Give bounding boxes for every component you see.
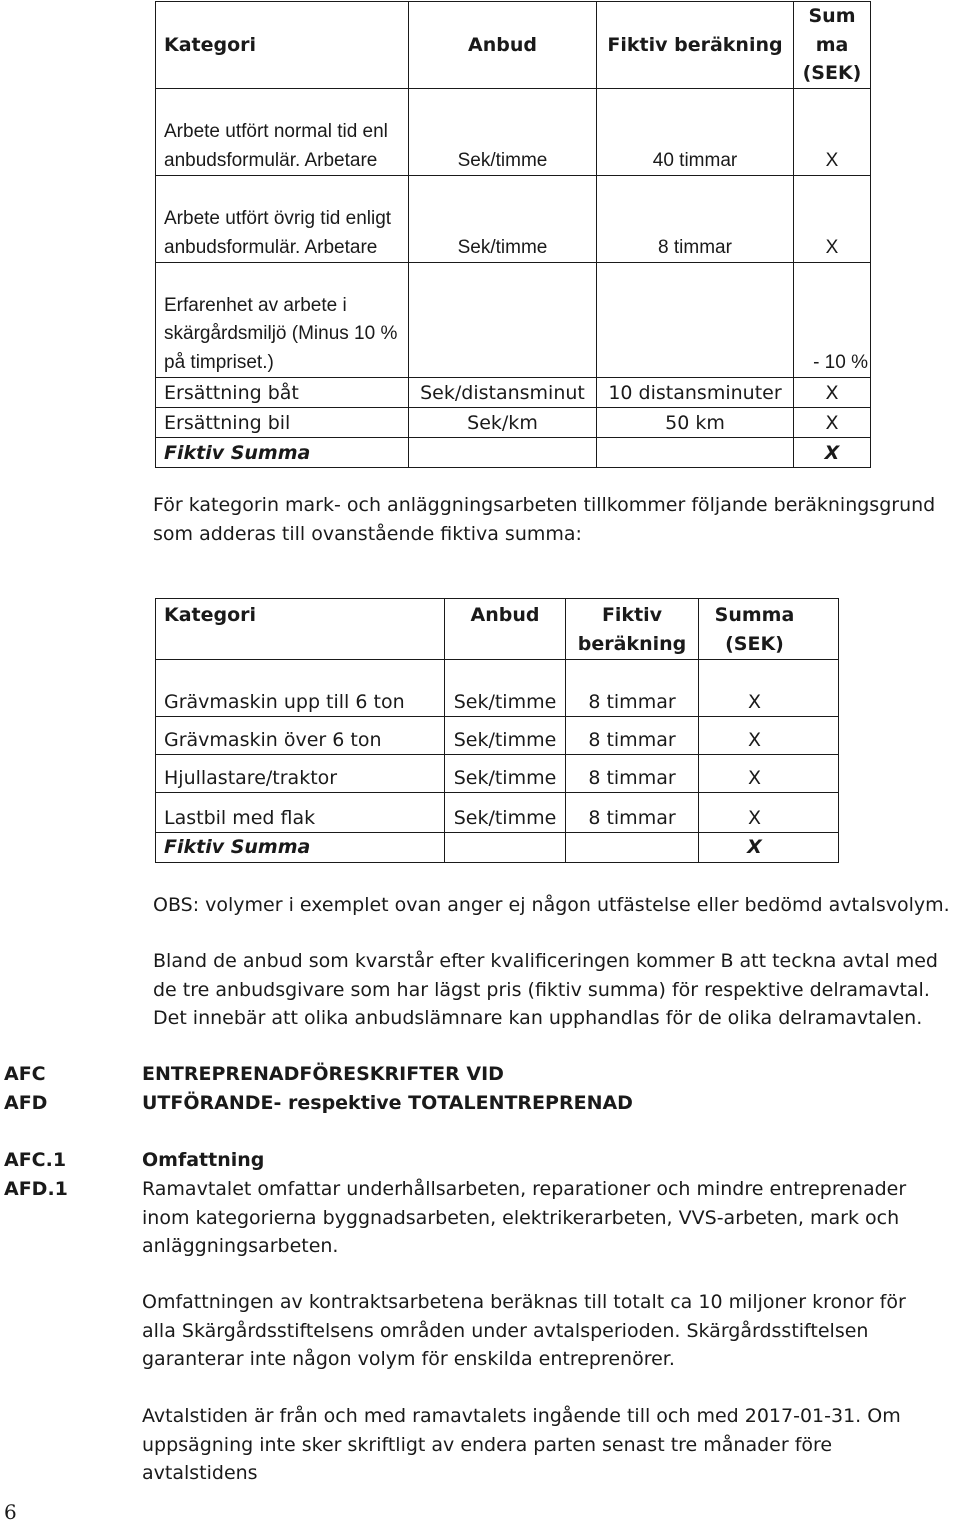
cell-fiktiv: 8 timmar (597, 176, 794, 263)
header-summa: Sum ma (SEK) (794, 2, 871, 89)
cell-anbud: Sek/km (409, 408, 597, 438)
cell-anbud: Sek/timme (445, 717, 566, 755)
section-heading-line1: ENTREPRENADFÖRESKRIFTER VID (142, 1063, 504, 1085)
cell-kategori: Erfarenhet av arbete i skärgårdsmiljö (Minus 10 % på timpriset.) (156, 263, 409, 378)
table-row (156, 408, 871, 438)
page-number: 6 (4, 1500, 17, 1524)
table-row (156, 176, 871, 263)
header-kategori: Kategori (156, 599, 445, 660)
cell-kategori: Lastbil med flak (156, 793, 445, 833)
table-row (156, 378, 871, 408)
cell-fiktiv: 8 timmar (566, 660, 699, 717)
table-header-row (156, 2, 871, 89)
intro-paragraph: För kategorin mark- och anläggningsarbeten tillkommer följande beräkningsgrund som adderas till ovanstående fiktiva summa: (153, 494, 936, 545)
cell-fiktiv: 8 timmar (566, 755, 699, 793)
bland-paragraph: Bland de anbud som kvarstår efter kvalificeringen kommer B att teckna avtal med de tre anbudsgivare som har lägst pris (fiktiv summa) för respektive delramavtal. Det innebär att olika anbudslämnare kan upphandlas för de olika delramavtalen. (153, 950, 938, 1029)
table-header-row (156, 599, 839, 660)
omfattningen-paragraph: Omfattningen av kontraktsarbetena beräknas till totalt ca 10 miljoner kronor för alla Skärgårdsstiftelsens områden under avtalsperioden. Skärgårdsstiftelsen garanterar inte någon volym för enskilda entreprenörer. (142, 1291, 906, 1370)
cell-summa: X (794, 378, 871, 408)
cell-fiktiv: 8 timmar (566, 793, 699, 833)
cell-anbud (409, 438, 597, 468)
cell-kategori: Grävmaskin över 6 ton (156, 717, 445, 755)
table-row (156, 793, 839, 833)
code-afc: AFC (4, 1063, 46, 1085)
table-row (156, 89, 871, 176)
cell-summa: X (699, 793, 839, 833)
header-fiktiv: Fiktiv beräkning (597, 2, 794, 89)
cell-anbud: Sek/timme (445, 755, 566, 793)
fictive-sum-table (155, 1, 871, 468)
section-heading-line2: UTFÖRANDE- respektive TOTALENTREPRENAD (142, 1092, 633, 1114)
cell-fiktiv (597, 263, 794, 378)
cell-anbud: Sek/distansminut (409, 378, 597, 408)
table-row (156, 755, 839, 793)
cell-summa: - 10 % (794, 263, 871, 378)
omfattning-heading: Omfattning (142, 1149, 265, 1171)
cell-anbud (409, 263, 597, 378)
header-anbud: Anbud (445, 599, 566, 660)
cell-kategori: Arbete utfört normal tid enl anbudsformulär. Arbetare (156, 89, 409, 176)
cell-summa: X (794, 438, 871, 468)
header-summa: Summa (SEK) (699, 599, 839, 660)
code-afc1: AFC.1 (4, 1149, 67, 1171)
cell-summa: X (699, 833, 839, 863)
cell-summa: X (699, 717, 839, 755)
cell-fiktiv: 50 km (597, 408, 794, 438)
earthworks-table (155, 598, 839, 863)
table-row (156, 438, 871, 468)
cell-kategori: Grävmaskin upp till 6 ton (156, 660, 445, 717)
cell-kategori: Ersättning bil (156, 408, 409, 438)
cell-fiktiv: 10 distansminuter (597, 378, 794, 408)
table-row (156, 833, 839, 863)
avtalstid-paragraph: Avtalstiden är från och med ramavtalets ingående till och med 2017-01-31. Om uppsägning inte sker skriftligt av endera parten senast tre månader före avtalstidens (142, 1405, 901, 1484)
omfattning-paragraph: Ramavtalet omfattar underhållsarbeten, reparationer och mindre entreprenader inom kategorierna byggnadsarbeten, elektrikerarbeten, VVS-arbeten, mark och anläggningsarbeten. (142, 1178, 907, 1257)
cell-summa: X (794, 408, 871, 438)
cell-kategori: Ersättning båt (156, 378, 409, 408)
table-row (156, 717, 839, 755)
cell-kategori: Hjullastare/traktor (156, 755, 445, 793)
header-fiktiv: Fiktiv beräkning (566, 599, 699, 660)
cell-anbud (445, 833, 566, 863)
cell-kategori: Arbete utfört övrig tid enligt anbudsformulär. Arbetare (156, 176, 409, 263)
cell-summa: X (699, 660, 839, 717)
cell-summa: X (794, 89, 871, 176)
cell-anbud: Sek/timme (445, 660, 566, 717)
cell-fiktiv (597, 438, 794, 468)
cell-fiktiv (566, 833, 699, 863)
header-kategori: Kategori (156, 2, 409, 89)
code-afd: AFD (4, 1092, 48, 1114)
cell-anbud: Sek/timme (409, 89, 597, 176)
cell-kategori: Fiktiv Summa (156, 438, 409, 468)
table-row (156, 263, 871, 378)
cell-fiktiv: 40 timmar (597, 89, 794, 176)
cell-anbud: Sek/timme (445, 793, 566, 833)
cell-summa: X (699, 755, 839, 793)
obs-paragraph: OBS: volymer i exemplet ovan anger ej någon utfästelse eller bedömd avtalsvolym. (153, 894, 950, 916)
code-afd1: AFD.1 (4, 1178, 68, 1200)
table-row (156, 660, 839, 717)
header-anbud: Anbud (409, 2, 597, 89)
cell-fiktiv: 8 timmar (566, 717, 699, 755)
cell-kategori: Fiktiv Summa (156, 833, 445, 863)
cell-anbud: Sek/timme (409, 176, 597, 263)
cell-summa: X (794, 176, 871, 263)
